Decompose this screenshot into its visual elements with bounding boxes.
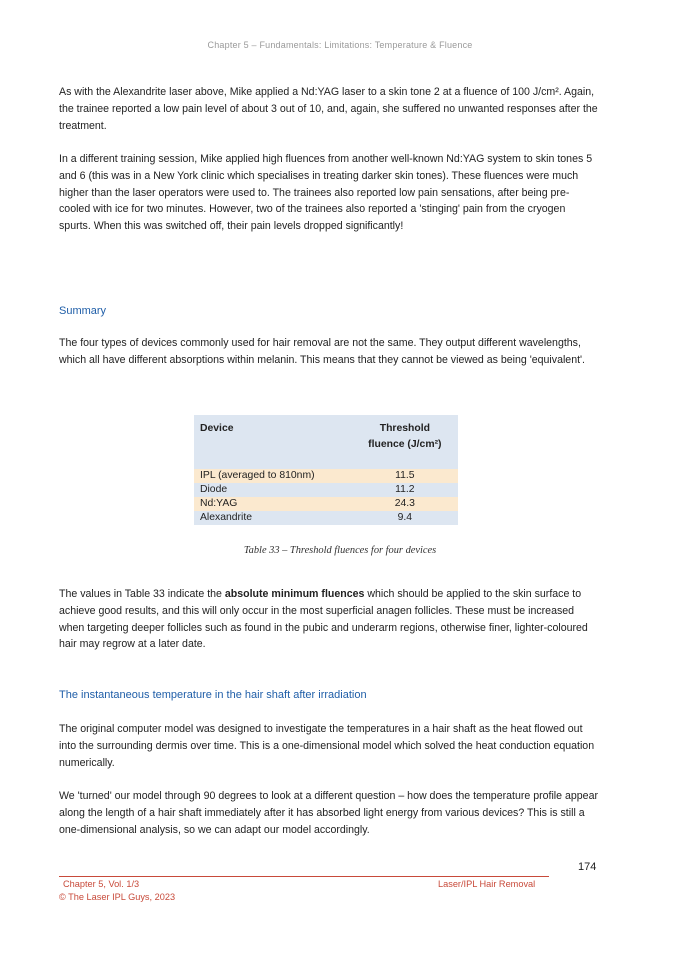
paragraph-text: As with the Alexandrite laser above, Mike applied a Nd:YAG laser to a skin tone 2 at a fluence of 100 J/cm². Again, the trainee reported a low pain level of about 3 out of 10, and, again, she suffered no unwanted responses after the treatment.	[59, 86, 598, 132]
fluence-cell: 24.3	[352, 497, 458, 511]
paragraph-model-rotation	[59, 788, 599, 838]
paragraph-training-session	[59, 151, 599, 235]
paragraph-text: We 'turned' our model through 90 degrees to look at a different question – how does the temperature profile appear along the length of a hair shaft immediately after it has absorbed light energy from various devices? This is still a one-dimensional analysis, so we can adapt our model accordingly.	[59, 790, 598, 836]
page-number: 174	[578, 861, 597, 873]
paragraph-text: The original computer model was designed to investigate the temperatures in a hair shaft as the heat flowed out into the surrounding dermis over time. This is a one-dimensional model which solved the heat conduction equation numerically.	[59, 723, 595, 769]
text-run: The values in Table 33 indicate the	[59, 588, 225, 600]
footer-book-title: Laser/IPL Hair Removal	[438, 879, 536, 889]
footer-divider	[59, 876, 549, 877]
threshold-fluence-table	[194, 415, 458, 525]
column-header-line: Threshold	[379, 423, 430, 434]
emphasis-text: absolute minimum fluences	[224, 588, 365, 600]
section-heading-instantaneous-temperature	[59, 687, 599, 703]
device-cell: Nd:YAG	[194, 497, 352, 511]
running-header: Chapter 5 – Fundamentals: Limitations: Temperature & Fluence	[207, 40, 473, 50]
table-header-row	[194, 415, 458, 453]
paragraph-text: In a different training session, Mike applied high fluences from another well-known Nd:YAG system to skin tones 5 and 6 (this was in a New York clinic which specialises in treating darker skin tones). These fluences were much higher than the laser operators were used to. The trainees also reported low pain sensations, after being pre-cooled with ice for two minutes. However, two of the trainees also reported a 'stinging' pain from the cryogen spurts. When this was switched off, their pain levels dropped significantly!	[59, 153, 593, 233]
table-row	[194, 497, 458, 511]
paragraph-text	[59, 586, 599, 653]
fluence-cell: 11.5	[352, 469, 458, 483]
device-cell: Diode	[194, 483, 352, 497]
table-spacer-row	[194, 453, 458, 469]
heading-text: The instantaneous temperature in the hair shaft after irradiation	[59, 689, 367, 701]
column-header-fluence	[352, 415, 458, 453]
fluence-cell: 11.2	[352, 483, 458, 497]
text-run: which should be applied to the skin surface to achieve good results, and this will only occur in the most superficial anagen follicles. These must be increased when targeting deeper follicles such as found in the pubic and underarm regions, otherwise finer, lighter-coloured hair may regrow at a later date.	[59, 588, 588, 651]
column-header-device: Device	[194, 415, 352, 453]
fluence-cell: 9.4	[352, 511, 458, 525]
table-caption: Table 33 – Threshold fluences for four devices	[243, 545, 437, 556]
paragraph-text: The four types of devices commonly used for hair removal are not the same. They output different wavelengths, which all have different absorptions within melanin. This means that they cannot be viewed as being 'equivalent'.	[59, 337, 586, 366]
device-cell: IPL (averaged to 810nm)	[194, 469, 352, 483]
paragraph-alexandrite-comparison	[59, 84, 599, 134]
table-row	[194, 469, 458, 483]
table-row	[194, 511, 458, 525]
footer-copyright: © The Laser IPL Guys, 2023	[59, 892, 176, 902]
paragraph-computer-model	[59, 721, 599, 771]
device-cell: Alexandrite	[194, 511, 352, 525]
footer-chapter: Chapter 5, Vol. 1/3	[63, 879, 140, 889]
heading-text: Summary	[59, 305, 107, 317]
paragraph-summary	[59, 335, 599, 369]
section-heading-summary	[59, 303, 599, 319]
column-header-line: fluence (J/cm²)	[368, 439, 442, 450]
table-row	[194, 483, 458, 497]
paragraph-table-interpretation	[59, 586, 599, 653]
